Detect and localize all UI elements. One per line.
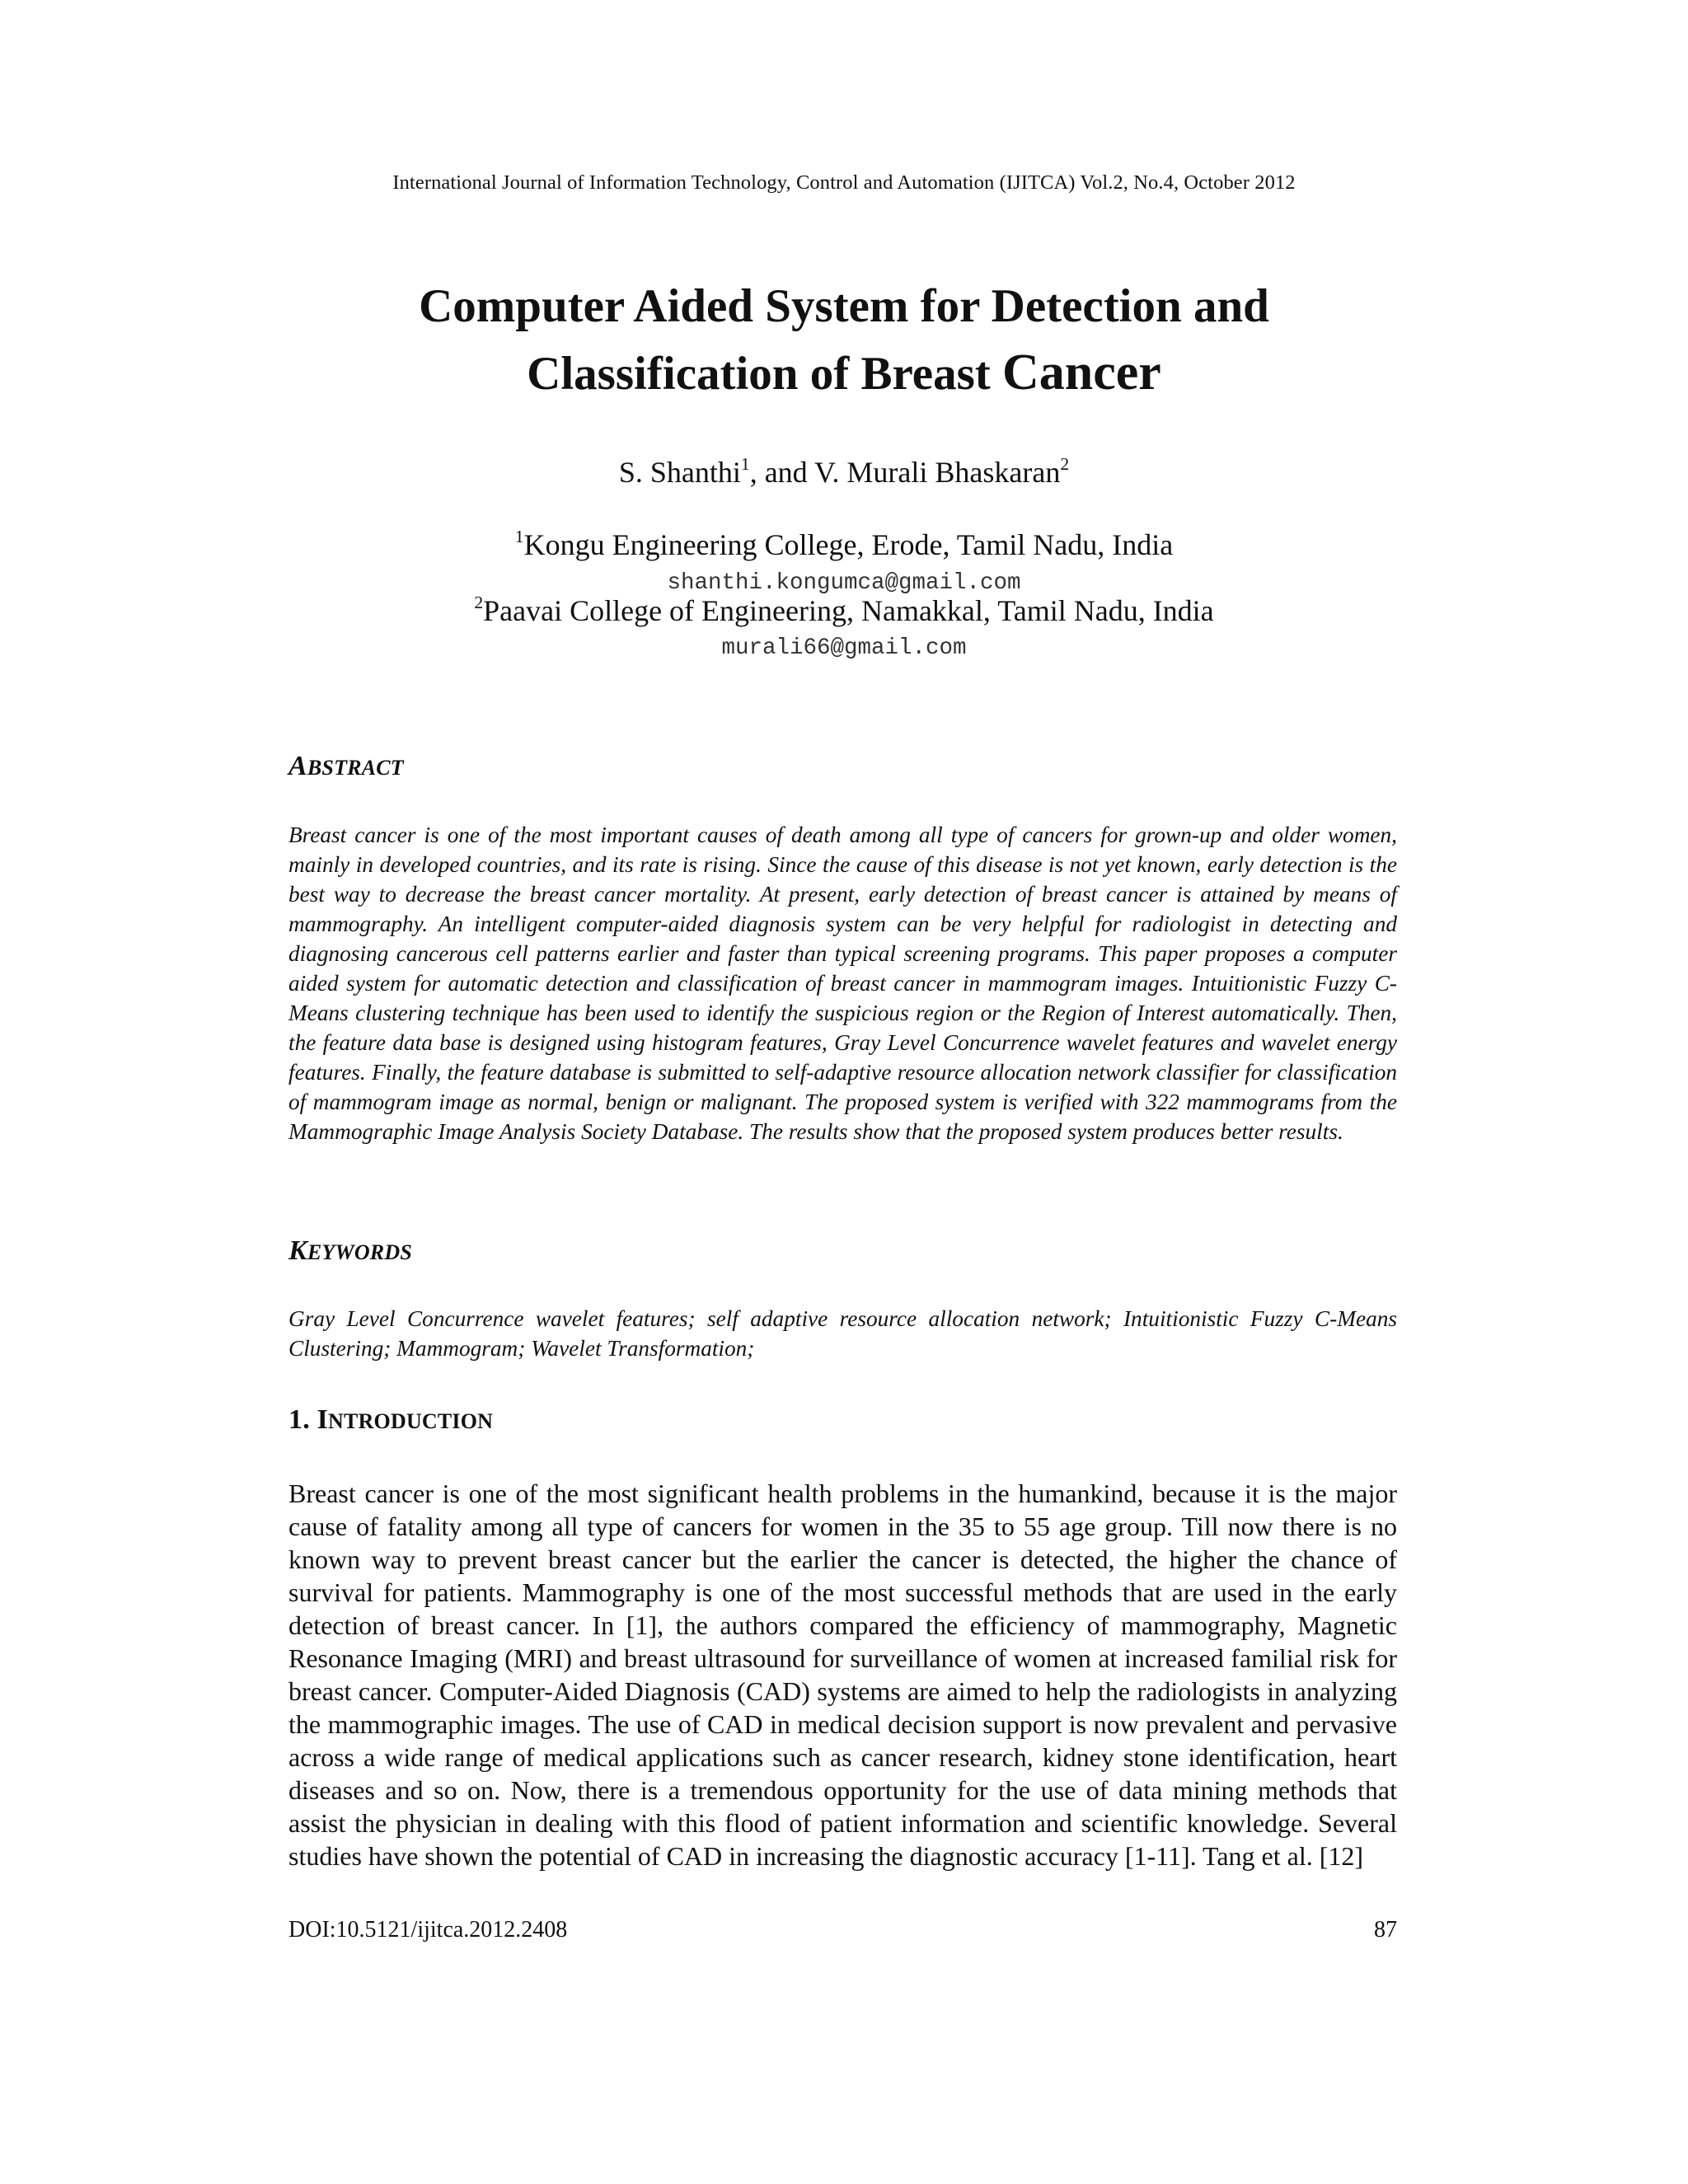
author-joiner: , and: [749, 456, 815, 489]
journal-header: International Journal of Information Technology, Control and Automation (IJITCA) Vol.2, No.4, October 2012: [392, 171, 1296, 194]
paper-title: [0, 274, 1688, 407]
affiliation-2-institution: Paavai College of Engineering, Namakkal, Tamil Nadu, India: [483, 594, 1214, 627]
title-line-1: Computer Aided System for Detection and: [419, 280, 1269, 332]
introduction-heading: [288, 1404, 493, 1436]
keywords-heading-rest: EYWORDS: [307, 1240, 412, 1264]
affiliation-2: [0, 593, 1688, 628]
affiliation-1: [0, 527, 1688, 562]
title-line-2-part-2: Cancer: [1002, 344, 1161, 401]
abstract-heading-rest: BSTRACT: [307, 756, 404, 780]
affiliation-1-institution: Kongu Engineering College, Erode, Tamil Nadu, India: [523, 528, 1174, 561]
title-line-2-part-1: Classification of Breast: [527, 348, 991, 400]
keywords-heading: [288, 1235, 412, 1267]
keywords-heading-first: K: [288, 1235, 307, 1266]
keywords-text: Gray Level Concurrence wavelet features; self adaptive resource allocation network; Intuitionistic Fuzzy C-Means Clustering; Mammogram; Wavelet Transformation;: [288, 1306, 1397, 1361]
author-1-mark: 1: [740, 453, 750, 474]
abstract-text: Breast cancer is one of the most important causes of death among all type of cancers for grown-up and older women, mainly in developed countries, and its rate is rising. Since the cause of this disease is not yet known, early detection is the best way to decrease the breast cancer mortality. At present, early detection of breast cancer is attained by means of mammography. An intelligent computer-aided diagnosis system can be very helpful for radiologist in detecting and diagnosing cancerous cell patterns earlier and faster than typical screening programs. This paper proposes a computer aided system for automatic detection and classification of breast cancer in mammogram images. Intuitionistic Fuzzy C-Means clustering technique has been used to identify the suspicious region or the Region of Interest automatically. Then, the feature data base is designed using histogram features, Gray Level Concurrence wavelet features and wavelet energy features. Finally, the feature database is submitted to self-adaptive resource allocation network classifier for classification of mammogram image as normal, benign or malignant. The proposed system is verified with 322 mammograms from the Mammographic Image Analysis Society Database. The results show that the proposed system produces better results.: [288, 823, 1397, 1144]
author-1-name: S. Shanthi: [618, 456, 741, 489]
introduction-heading-rest: NTRODUCTION: [328, 1409, 494, 1433]
affiliation-2-email: murali66@gmail.com: [721, 635, 967, 661]
abstract-heading-first: A: [288, 751, 307, 781]
page-number: 87: [1374, 1917, 1397, 1943]
footer-doi: DOI:10.5121/ijitca.2012.2408: [288, 1917, 568, 1943]
author-list: [0, 455, 1688, 490]
author-2-mark: 2: [1060, 453, 1070, 474]
introduction-text: Breast cancer is one of the most significant health problems in the humankind, because it is the major cause of fatality among all type of cancers for women in the 35 to 55 age group. Till now there is no known way to prevent breast cancer but the earlier the cancer is detected, the higher the chance of survival for patients. Mammography is one of the most successful methods that are used in the early detection of breast cancer. In [1], the authors compared the efficiency of mammography, Magnetic Resonance Imaging (MRI) and breast ultrasound for surveillance of women at increased familial risk for breast cancer. Computer-Aided Diagnosis (CAD) systems are aimed to help the radiologists in analyzing the mammographic images. The use of CAD in medical decision support is now prevalent and pervasive across a wide range of medical applications such as cancer research, kidney stone identification, heart diseases and so on. Now, there is a tremendous opportunity for the use of data mining methods that assist the physician in dealing with this flood of patient information and scientific knowledge. Several studies have shown the potential of CAD in increasing the diagnostic accuracy [1-11]. Tang et al. [12]: [288, 1479, 1397, 1871]
introduction-heading-num: 1. I: [288, 1404, 329, 1435]
author-2-name: V. Murali Bhaskaran: [814, 456, 1061, 489]
title-line-2: [0, 340, 1688, 407]
affiliation-1-mark: 1: [514, 526, 524, 546]
abstract-heading: [288, 751, 404, 782]
affiliation-2-mark: 2: [474, 592, 484, 612]
affiliation-1-email: shanthi.kongumca@gmail.com: [667, 570, 1021, 596]
